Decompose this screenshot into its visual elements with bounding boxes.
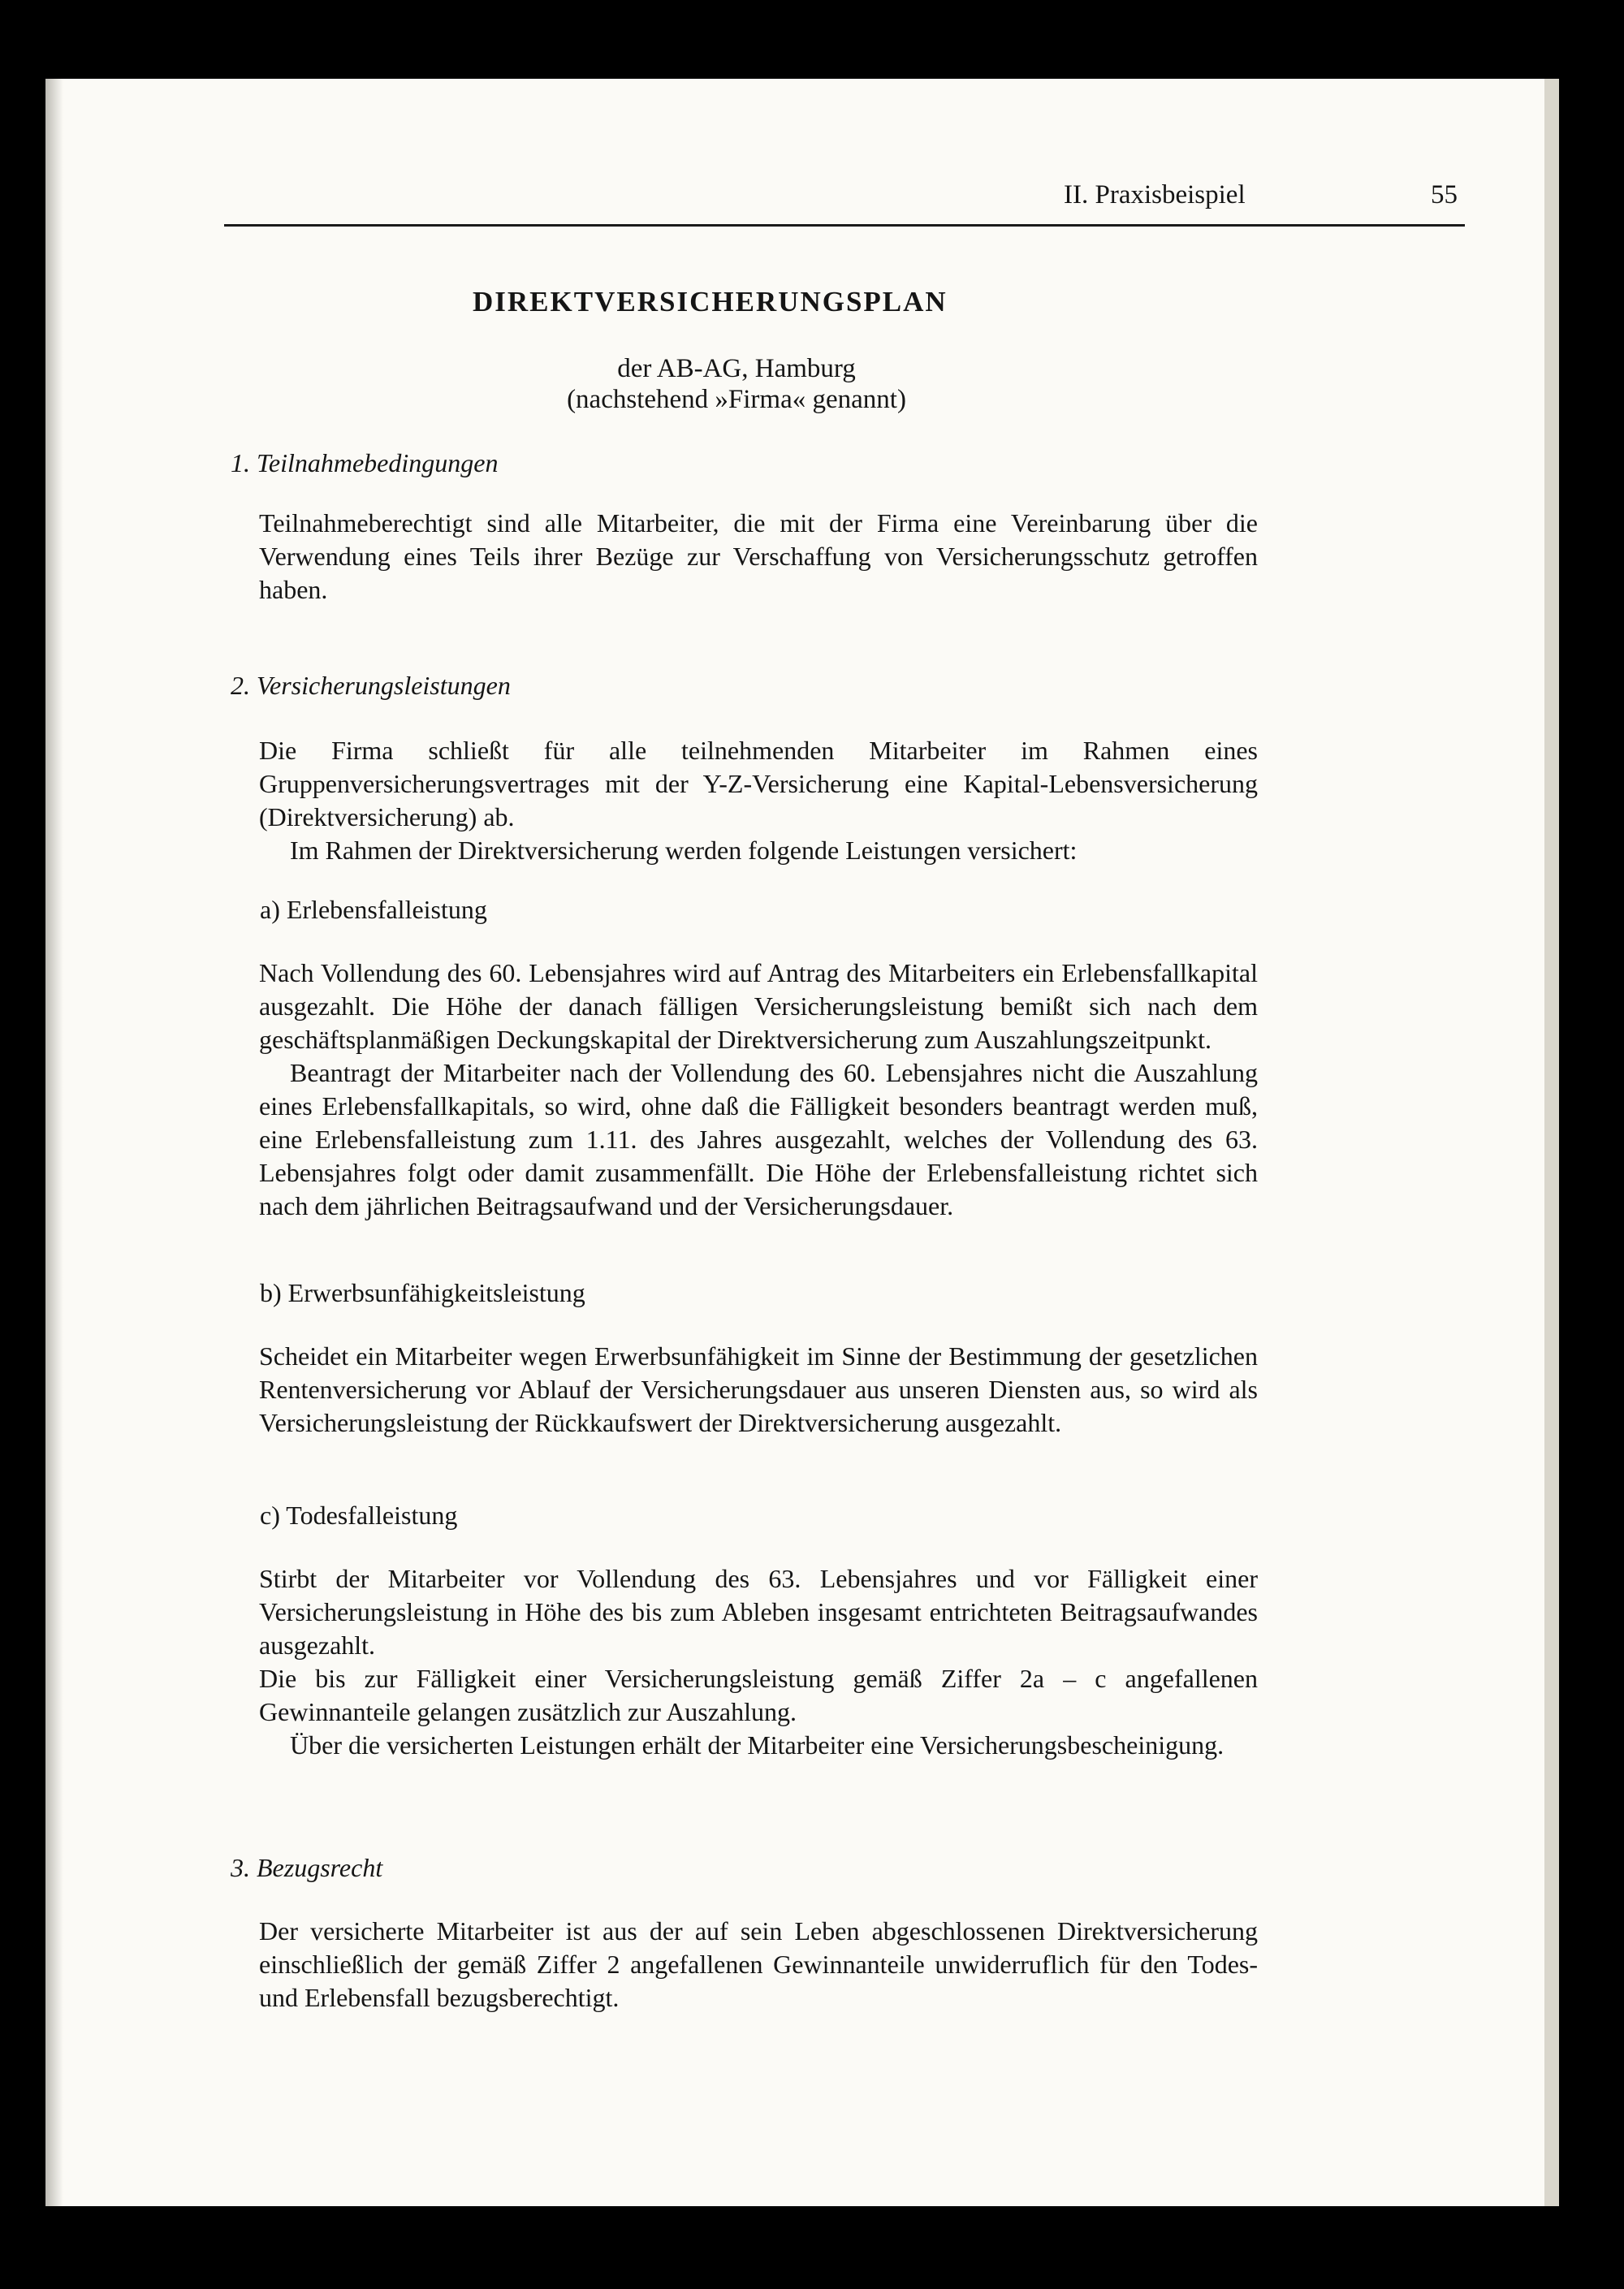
paragraph: Teilnahmeberechtigt sind alle Mitarbeiter, die mit der Firma eine Vereinbarung über die Verwendung eines Teils ihrer Bezüge zur Verschaffung von Versicherungsschutz getroffen haben.: [259, 508, 1258, 604]
running-title: II. Praxisbeispiel: [1064, 180, 1246, 209]
document-subtitle-alias: (nachstehend »Firma« genannt): [567, 385, 906, 414]
section2-body: [259, 734, 1258, 867]
paragraph: Stirbt der Mitarbeiter vor Vollendung des 63. Lebensjahres und vor Fälligkeit einer Versicherungsleistung in Höhe des bis zum Ableben insgesamt entrichteten Beitragsaufwandes ausgezahlt.: [259, 1564, 1258, 1660]
paragraph: Über die versicherten Leistungen erhält der Mitarbeiter eine Versicherungsbescheinigung.: [290, 1730, 1224, 1760]
section3-body: [259, 1915, 1258, 2015]
section1-body: [259, 507, 1258, 607]
header-rule: [224, 224, 1465, 227]
subsection-heading-b: b) Erwerbsunfähigkeitsleistung: [260, 1278, 585, 1307]
paragraph: Nach Vollendung des 60. Lebensjahres wird auf Antrag des Mitarbeiters ein Erlebensfallkapital ausgezahlt. Die Höhe der danach fälligen Versicherungsleistung bemißt sich nach dem geschäftsplanmäßigen Deckungskapital der Direktversicherung zum Auszahlungszeitpunkt.: [259, 958, 1258, 1054]
subsection-heading-c: c) Todesfalleistung: [260, 1501, 458, 1530]
section-heading-bezugsrecht: 3. Bezugsrecht: [231, 1853, 383, 1882]
subsection-b-body: [259, 1340, 1258, 1440]
subsection-heading-a: a) Erlebensfalleistung: [260, 895, 487, 924]
paragraph: Beantragt der Mitarbeiter nach der Vollendung des 60. Lebensjahres nicht die Auszahlung eines Erlebensfallkapitals, so wird, ohne daß die Fälligkeit besonders beantragt werden muß, eine Erlebensfalleistung zum 1.11. des Jahres ausgezahlt, welches der Vollendung des 63. Lebensjahres folgt oder damit zusammenfällt. Die Höhe der Erlebensfalleistung richtet sich nach dem jährlichen Beitragsaufwand und der Versicherungsdauer.: [259, 1058, 1258, 1220]
page-number: 55: [1431, 180, 1458, 209]
document-title: DIREKTVERSICHERUNGSPLAN: [473, 286, 948, 317]
paragraph: Scheidet ein Mitarbeiter wegen Erwerbsunfähigkeit im Sinne der Bestimmung der gesetzlichen Rentenversicherung vor Ablauf der Versicherungsdauer aus unseren Diensten aus, so wird als Versicherungsleistung der Rückkaufswert der Direktversicherung ausgezahlt.: [259, 1341, 1258, 1437]
section-heading-teilnahme: 1. Teilnahmebedingungen: [231, 448, 499, 477]
page-edge: [1544, 79, 1559, 2206]
subsection-c-body: [259, 1562, 1258, 1762]
document-subtitle-company: der AB-AG, Hamburg: [617, 354, 856, 383]
subsection-a-body: [259, 957, 1258, 1223]
section-heading-leistungen: 2. Versicherungsleistungen: [231, 671, 511, 700]
paragraph: Der versicherte Mitarbeiter ist aus der auf sein Leben abgeschlossenen Direktversicherung einschließlich der gemäß Ziffer 2 angefallenen Gewinnanteile unwiderruflich für den Todes- und Erlebensfall bezugsberechtigt.: [259, 1916, 1258, 2012]
paragraph: Die bis zur Fälligkeit einer Versicherungsleistung gemäß Ziffer 2a – c angefallenen Gewinnanteile gelangen zusätzlich zur Auszahlung.: [259, 1664, 1258, 1726]
page-gutter-shadow: [45, 79, 63, 2206]
paragraph: Die Firma schließt für alle teilnehmenden Mitarbeiter im Rahmen eines Gruppenversicherungsvertrages mit der Y-Z-Versicherung eine Kapital-Lebensversicherung (Direktversicherung) ab.: [259, 736, 1258, 831]
paragraph: Im Rahmen der Direktversicherung werden folgende Leistungen versichert:: [290, 836, 1078, 865]
